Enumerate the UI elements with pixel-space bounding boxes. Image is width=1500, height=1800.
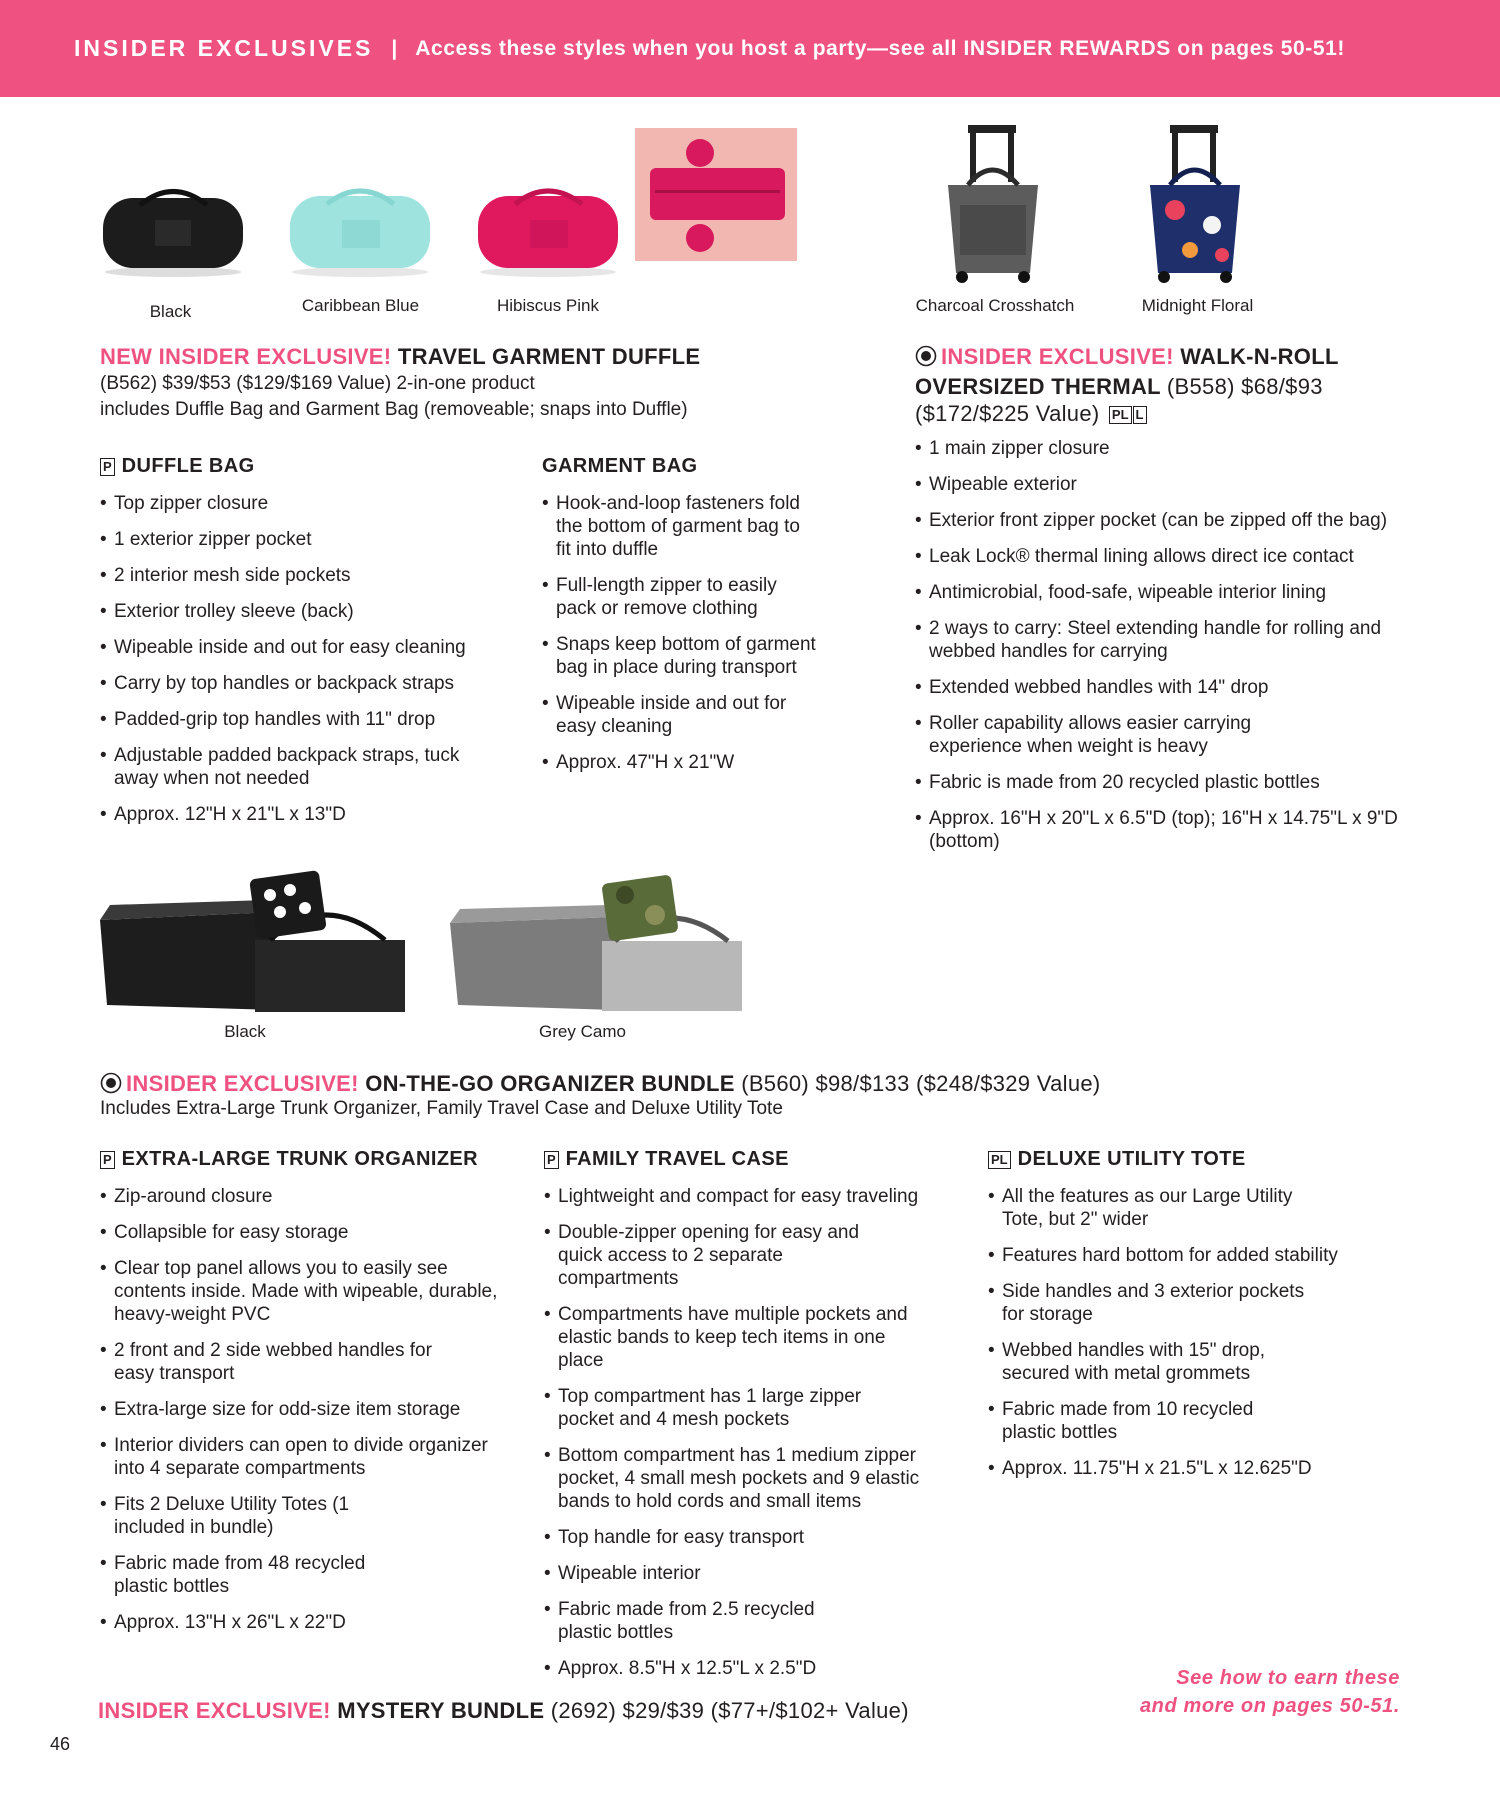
walk-badge-pl: PL <box>1109 406 1132 424</box>
duffle-caribbean-image <box>282 180 437 280</box>
list-item: • Roller capability allows easier carrying experience when weight is heavy <box>915 712 1315 758</box>
duffle-bag-bullets <box>100 492 520 839</box>
walk-title <box>915 343 1395 427</box>
duffle-title <box>100 343 700 370</box>
walk-midnight-floral-image <box>1140 125 1250 285</box>
duffle-name: TRAVEL GARMENT DUFFLE <box>397 344 701 369</box>
organizer-tag: INSIDER EXCLUSIVE! <box>126 1071 359 1096</box>
list-item: • Fabric made from 2.5 recycled plastic bottles <box>544 1598 864 1644</box>
mystery-price: (2692) $29/$39 ($77+/$102+ Value) <box>550 1698 909 1723</box>
trunk-heading-text: EXTRA-LARGE TRUNK ORGANIZER <box>121 1148 479 1170</box>
list-item: • Fabric made from 48 recycled plastic bottles <box>100 1552 400 1598</box>
duffle-bag-heading-text: DUFFLE BAG <box>121 455 255 477</box>
list-item: • 2 front and 2 side webbed handles for easy transport <box>100 1339 440 1385</box>
list-item: • Clear top panel allows you to easily see contents inside. Made with wipeable, durable, heavy-weight PVC <box>100 1257 500 1326</box>
walk-tag: INSIDER EXCLUSIVE! <box>941 344 1174 369</box>
list-item: • Carry by top handles or backpack straps <box>100 672 520 695</box>
organizer-includes: Includes Extra-Large Trunk Organizer, Family Travel Case and Deluxe Utility Tote <box>100 1098 783 1119</box>
list-item: • Approx. 47"H x 21"W <box>542 751 842 774</box>
list-item: • Top compartment has 1 large zipper pocket and 4 mesh pockets <box>544 1385 894 1431</box>
list-item: • Wipeable inside and out for easy cleaning <box>100 636 520 659</box>
banner-separator: | <box>391 36 398 60</box>
case-heading-text: FAMILY TRAVEL CASE <box>565 1148 789 1170</box>
list-item: • Hook-and-loop fasteners fold the bottom of garment bag to fit into duffle <box>542 492 812 561</box>
tote-badge: PL <box>988 1151 1011 1169</box>
earn-note-line1: See how to earn these <box>1176 1667 1400 1689</box>
tote-bullets <box>988 1185 1388 1493</box>
duffle-bag-heading <box>100 455 255 478</box>
list-item: • Approx. 12"H x 21"L x 13"D <box>100 803 520 826</box>
duffle-tag: NEW INSIDER EXCLUSIVE! <box>100 344 392 369</box>
list-item: • Double-zipper opening for easy and quick access to 2 separate compartments <box>544 1221 904 1290</box>
recycle-icon <box>915 345 937 373</box>
list-item: • 2 interior mesh side pockets <box>100 564 520 587</box>
swatch-label-charcoal-crosshatch: Charcoal Crosshatch <box>915 296 1075 315</box>
swatch-label-hibiscus-pink: Hibiscus Pink <box>496 296 600 315</box>
garment-bag-image <box>635 128 797 261</box>
list-item: • Top zipper closure <box>100 492 520 515</box>
list-item: • Fits 2 Deluxe Utility Totes (1 included in bundle) <box>100 1493 360 1539</box>
organizer-black-image <box>95 870 425 1020</box>
list-item: • Webbed handles with 15" drop, secured with metal grommets <box>988 1339 1318 1385</box>
list-item: • Adjustable padded backpack straps, tuck away when not needed <box>100 744 460 790</box>
list-item: • Top handle for easy transport <box>544 1526 964 1549</box>
duffle-black-image <box>95 180 250 280</box>
trunk-badge: P <box>100 1151 115 1169</box>
list-item: • Interior dividers can open to divide organizer into 4 separate compartments <box>100 1434 500 1480</box>
walk-badge-l: L <box>1133 406 1147 424</box>
case-badge: P <box>544 1151 559 1169</box>
mystery-title <box>98 1697 909 1724</box>
list-item: • 1 main zipper closure <box>915 437 1435 460</box>
list-item: • Side handles and 3 exterior pockets for storage <box>988 1280 1328 1326</box>
swatch-label-black: Black <box>149 302 192 321</box>
list-item: • Antimicrobial, food-safe, wipeable interior lining <box>915 581 1435 604</box>
list-item: • Extended webbed handles with 14" drop <box>915 676 1435 699</box>
list-item: • Leak Lock® thermal lining allows direct ice contact <box>915 545 1435 568</box>
list-item: • Fabric is made from 20 recycled plastic bottles <box>915 771 1435 794</box>
list-item: • Full-length zipper to easily pack or remove clothing <box>542 574 822 620</box>
case-bullets <box>544 1185 964 1693</box>
trunk-heading <box>100 1148 478 1171</box>
list-item: • Zip-around closure <box>100 1185 520 1208</box>
list-item: • Approx. 16"H x 20"L x 6.5"D (top); 16"H x 14.75"L x 9"D (bottom) <box>915 807 1415 853</box>
garment-bag-heading: GARMENT BAG <box>542 455 698 477</box>
list-item: • Snaps keep bottom of garment bag in place during transport <box>542 633 842 679</box>
tote-heading <box>988 1148 1246 1171</box>
list-item: • Padded-grip top handles with 11" drop <box>100 708 520 731</box>
walk-charcoal-image <box>938 125 1048 285</box>
mystery-tag: INSIDER EXCLUSIVE! <box>98 1698 331 1723</box>
duffle-price: (B562) $39/$53 ($129/$169 Value) 2-in-one product <box>100 373 535 394</box>
garment-bag-bullets <box>542 492 842 787</box>
banner-lead: INSIDER EXCLUSIVES <box>74 35 374 61</box>
list-item: • Collapsible for easy storage <box>100 1221 520 1244</box>
walk-name1: WALK-N-ROLL <box>1180 344 1339 369</box>
earn-note-line2: and more on pages 50-51. <box>1139 1695 1400 1717</box>
list-item: • Fabric made from 10 recycled plastic bottles <box>988 1398 1288 1444</box>
list-item: • Lightweight and compact for easy traveling <box>544 1185 964 1208</box>
page-number: 46 <box>50 1734 71 1754</box>
list-item: • Bottom compartment has 1 medium zipper pocket, 4 small mesh pockets and 9 elastic bands to hold cords and small items <box>544 1444 944 1513</box>
organizer-price: (B560) $98/$133 ($248/$329 Value) <box>741 1071 1101 1096</box>
walk-name2: OVERSIZED THERMAL <box>915 374 1161 399</box>
tote-heading-text: DELUXE UTILITY TOTE <box>1017 1148 1246 1170</box>
walk-price1: (B558) $68/$93 <box>1166 374 1323 399</box>
mystery-name: MYSTERY BUNDLE <box>337 1698 545 1723</box>
duffle-bag-badge: P <box>100 458 115 476</box>
duffle-includes: includes Duffle Bag and Garment Bag (removeable; snaps into Duffle) <box>100 399 688 420</box>
list-item: • 2 ways to carry: Steel extending handle for rolling and webbed handles for carrying <box>915 617 1395 663</box>
list-item: • All the features as our Large Utility Tote, but 2" wider <box>988 1185 1328 1231</box>
organizer-grey-camo-image <box>450 875 750 1025</box>
swatch-label-grey-camo: Grey Camo <box>539 1022 626 1041</box>
list-item: • Exterior front zipper pocket (can be zipped off the bag) <box>915 509 1435 532</box>
swatch-label-organizer-black: Black <box>224 1022 266 1041</box>
swatch-label-caribbean-blue: Caribbean Blue <box>301 296 420 315</box>
case-heading <box>544 1148 789 1171</box>
top-banner <box>0 0 1500 97</box>
list-item: • Wipeable inside and out for easy cleaning <box>542 692 822 738</box>
organizer-name: ON-THE-GO ORGANIZER BUNDLE <box>365 1071 735 1096</box>
list-item: • 1 exterior zipper pocket <box>100 528 520 551</box>
list-item: • Extra-large size for odd-size item storage <box>100 1398 520 1421</box>
list-item: • Wipeable interior <box>544 1562 964 1585</box>
trunk-bullets <box>100 1185 520 1647</box>
list-item: • Compartments have multiple pockets and elastic bands to keep tech items in one place <box>544 1303 914 1372</box>
list-item: • Approx. 13"H x 26"L x 22"D <box>100 1611 520 1634</box>
walk-price2: ($172/$225 Value) <box>915 401 1100 426</box>
list-item: • Exterior trolley sleeve (back) <box>100 600 520 623</box>
list-item: • Wipeable exterior <box>915 473 1435 496</box>
list-item: • Approx. 8.5"H x 12.5"L x 2.5"D <box>544 1657 964 1680</box>
list-item: • Approx. 11.75"H x 21.5"L x 12.625"D <box>988 1457 1388 1480</box>
swatch-label-midnight-floral: Midnight Floral <box>1141 296 1254 315</box>
walk-bullets <box>915 437 1435 866</box>
list-item: • Features hard bottom for added stability <box>988 1244 1388 1267</box>
earn-note <box>1080 1664 1400 1720</box>
banner-text: Access these styles when you host a party—see all INSIDER REWARDS on pages 50-51! <box>415 36 1346 60</box>
duffle-hibiscus-image <box>470 180 625 280</box>
